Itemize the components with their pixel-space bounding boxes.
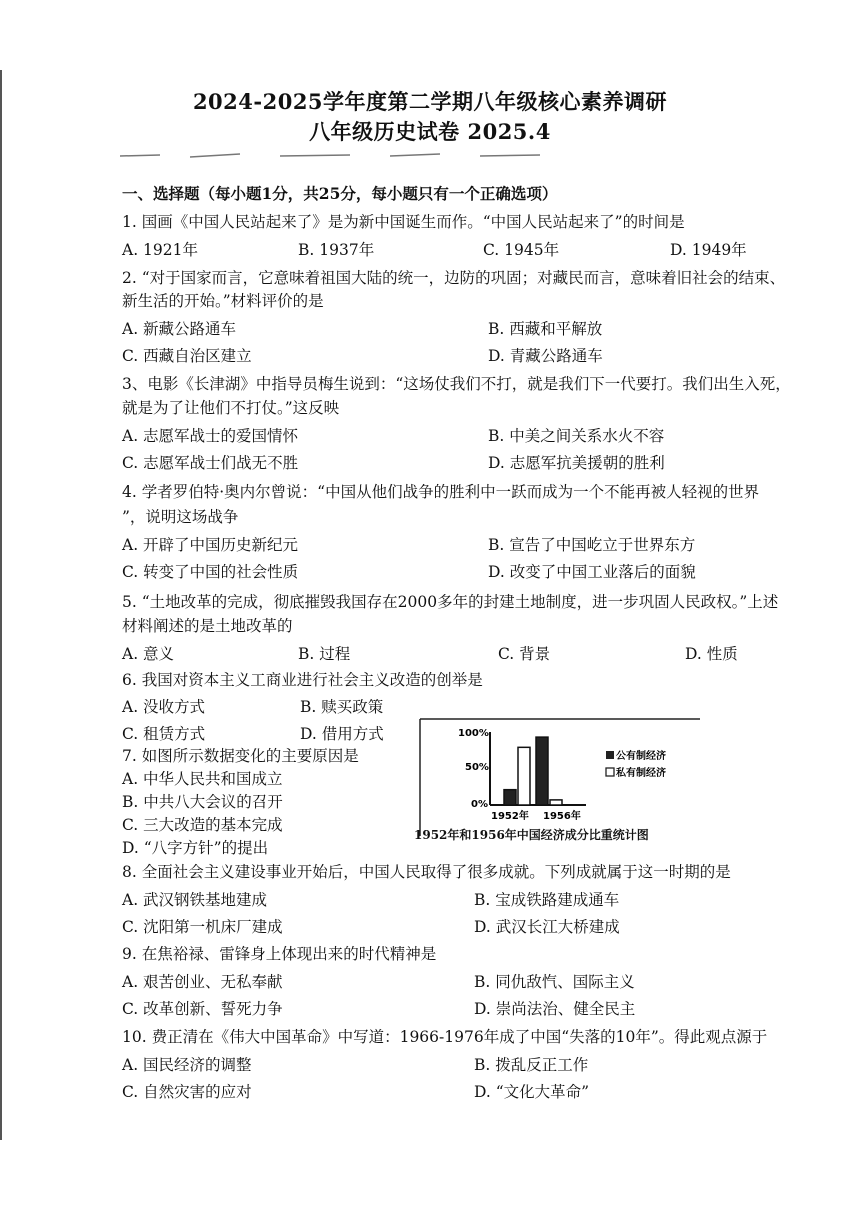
q10-option-c: C. 自然灾害的应对 <box>122 1083 252 1101</box>
xtick-1952: 1952年 <box>491 811 529 822</box>
ytick-100: 100% <box>458 728 489 739</box>
legend-private: 私有制经济 <box>616 768 666 779</box>
scanned-header-fragment <box>120 150 590 160</box>
q5-option-a: A. 意义 <box>122 645 175 663</box>
q5-option-b: B. 过程 <box>298 645 351 663</box>
q10-option-b: B. 拨乱反正工作 <box>474 1056 589 1074</box>
legend-swatch-private <box>606 768 614 776</box>
q7-option-b: B. 中共八大会议的召开 <box>122 793 283 811</box>
exam-subtitle: 八年级历史试卷 2025.4 <box>309 119 551 144</box>
question-9-stem: 9. 在焦裕禄、雷锋身上体现出来的时代精神是 <box>122 945 437 963</box>
legend-public: 公有制经济 <box>616 751 666 762</box>
q6-option-c: C. 租赁方式 <box>122 725 206 743</box>
q6-option-a: A. 没收方式 <box>122 698 206 716</box>
q7-option-a: A. 中华人民共和国成立 <box>122 770 283 788</box>
q5-option-d: D. 性质 <box>685 645 738 663</box>
question-5-stem-cont: 材料阐述的是土地改革的 <box>122 617 293 635</box>
q8-option-b: B. 宝成铁路建成通车 <box>474 891 620 909</box>
bar-public-1952年 <box>504 790 516 805</box>
legend-swatch-public <box>606 751 614 759</box>
q6-option-d: D. 借用方式 <box>300 725 384 743</box>
q1-option-a: A. 1921年 <box>122 241 198 259</box>
q4-option-d: D. 改变了中国工业落后的面貌 <box>488 563 696 581</box>
q9-option-b: B. 同仇敌忾、国际主义 <box>474 973 635 991</box>
q3-option-b: B. 中美之间关系水火不容 <box>488 427 665 445</box>
question-6-stem: 6. 我国对资本主义工商业进行社会主义改造的创举是 <box>122 671 483 689</box>
question-7-stem: 7. 如图所示数据变化的主要原因是 <box>122 747 359 765</box>
question-5-stem: 5. “土地改革的完成，彻底摧毁我国存在2000多年的封建土地制度，进一步巩固人民政权。”上述 <box>122 593 779 611</box>
q2-option-a: A. 新藏公路通车 <box>122 320 237 338</box>
q10-option-a: A. 国民经济的调整 <box>122 1056 252 1074</box>
q3-option-c: C. 志愿军战士们战无不胜 <box>122 454 299 472</box>
question-2-stem: 2. “对于国家而言，它意味着祖国大陆的统一，边防的巩固；对藏民而言，意味着旧社会的结束、 <box>122 269 786 287</box>
q1-option-d: D. 1949年 <box>670 241 747 259</box>
q8-option-c: C. 沈阳第一机床厂建成 <box>122 918 283 936</box>
q9-option-c: C. 改革创新、誓死力争 <box>122 1000 283 1018</box>
xtick-1956: 1956年 <box>543 811 581 822</box>
q5-option-c: C. 背景 <box>498 645 551 663</box>
q7-option-d: D. “八字方针”的提出 <box>122 839 269 857</box>
question-2-stem-cont: 新生活的开始。”材料评价的是 <box>122 292 324 310</box>
page-edge <box>0 70 2 1140</box>
question-10-stem: 10. 费正清在《伟大中国革命》中写道：1966-1976年成了中国“失落的10年”。得此观点源于 <box>122 1028 768 1046</box>
question-3-stem-cont: 就是为了让他们不打仗。”这反映 <box>122 399 340 417</box>
q3-option-a: A. 志愿军战士的爱国情怀 <box>122 427 299 445</box>
ytick-50: 50% <box>465 762 489 773</box>
q9-option-d: D. 崇尚法治、健全民主 <box>474 1000 636 1018</box>
q10-option-d: D. “文化大革命” <box>474 1083 590 1101</box>
question-1-stem: 1. 国画《中国人民站起来了》是为新中国诞生而作。“中国人民站起来了”的时间是 <box>122 213 685 231</box>
bar-private-1956年 <box>550 800 562 805</box>
question-4-stem-cont: ”，说明这场战争 <box>122 508 239 526</box>
bar-private-1952年 <box>518 747 530 805</box>
q2-option-c: C. 西藏自治区建立 <box>122 347 252 365</box>
q4-option-c: C. 转变了中国的社会性质 <box>122 563 299 581</box>
ytick-0: 0% <box>471 799 488 810</box>
bar-public-1956年 <box>536 737 548 805</box>
exam-title: 2024-2025学年度第二学期八年级核心素养调研 <box>192 89 668 114</box>
q9-option-a: A. 艰苦创业、无私奉献 <box>122 973 283 991</box>
q4-option-a: A. 开辟了中国历史新纪元 <box>122 536 299 554</box>
q4-option-b: B. 宣告了中国屹立于世界东方 <box>488 536 696 554</box>
q2-option-b: B. 西藏和平解放 <box>488 320 603 338</box>
q1-option-c: C. 1945年 <box>483 241 560 259</box>
question-4-stem: 4. 学者罗伯特·奥内尔曾说：“中国从他们战争的胜利中一跃而成为一个不能再被人轻视的世界 <box>122 483 760 501</box>
q1-option-b: B. 1937年 <box>298 241 375 259</box>
q8-option-d: D. 武汉长江大桥建成 <box>474 918 620 936</box>
q6-option-b: B. 赎买政策 <box>300 698 384 716</box>
q3-option-d: D. 志愿军抗美援朝的胜利 <box>488 454 665 472</box>
q2-option-d: D. 青藏公路通车 <box>488 347 603 365</box>
question-3-stem: 3、电影《长津湖》中指导员梅生说到：“这场仗我们不打，就是我们下一代要打。我们出生入死， <box>122 375 791 393</box>
question-8-stem: 8. 全面社会主义建设事业开始后，中国人民取得了很多成就。下列成就属于这一时期的是 <box>122 863 731 881</box>
section-heading: 一、选择题（每小题1分，共25分，每小题只有一个正确选项） <box>122 184 558 203</box>
q8-option-a: A. 武汉钢铁基地建成 <box>122 891 268 909</box>
q7-option-c: C. 三大改造的基本完成 <box>122 816 283 834</box>
chart-caption: 1952年和1956年中国经济成分比重统计图 <box>414 828 649 842</box>
